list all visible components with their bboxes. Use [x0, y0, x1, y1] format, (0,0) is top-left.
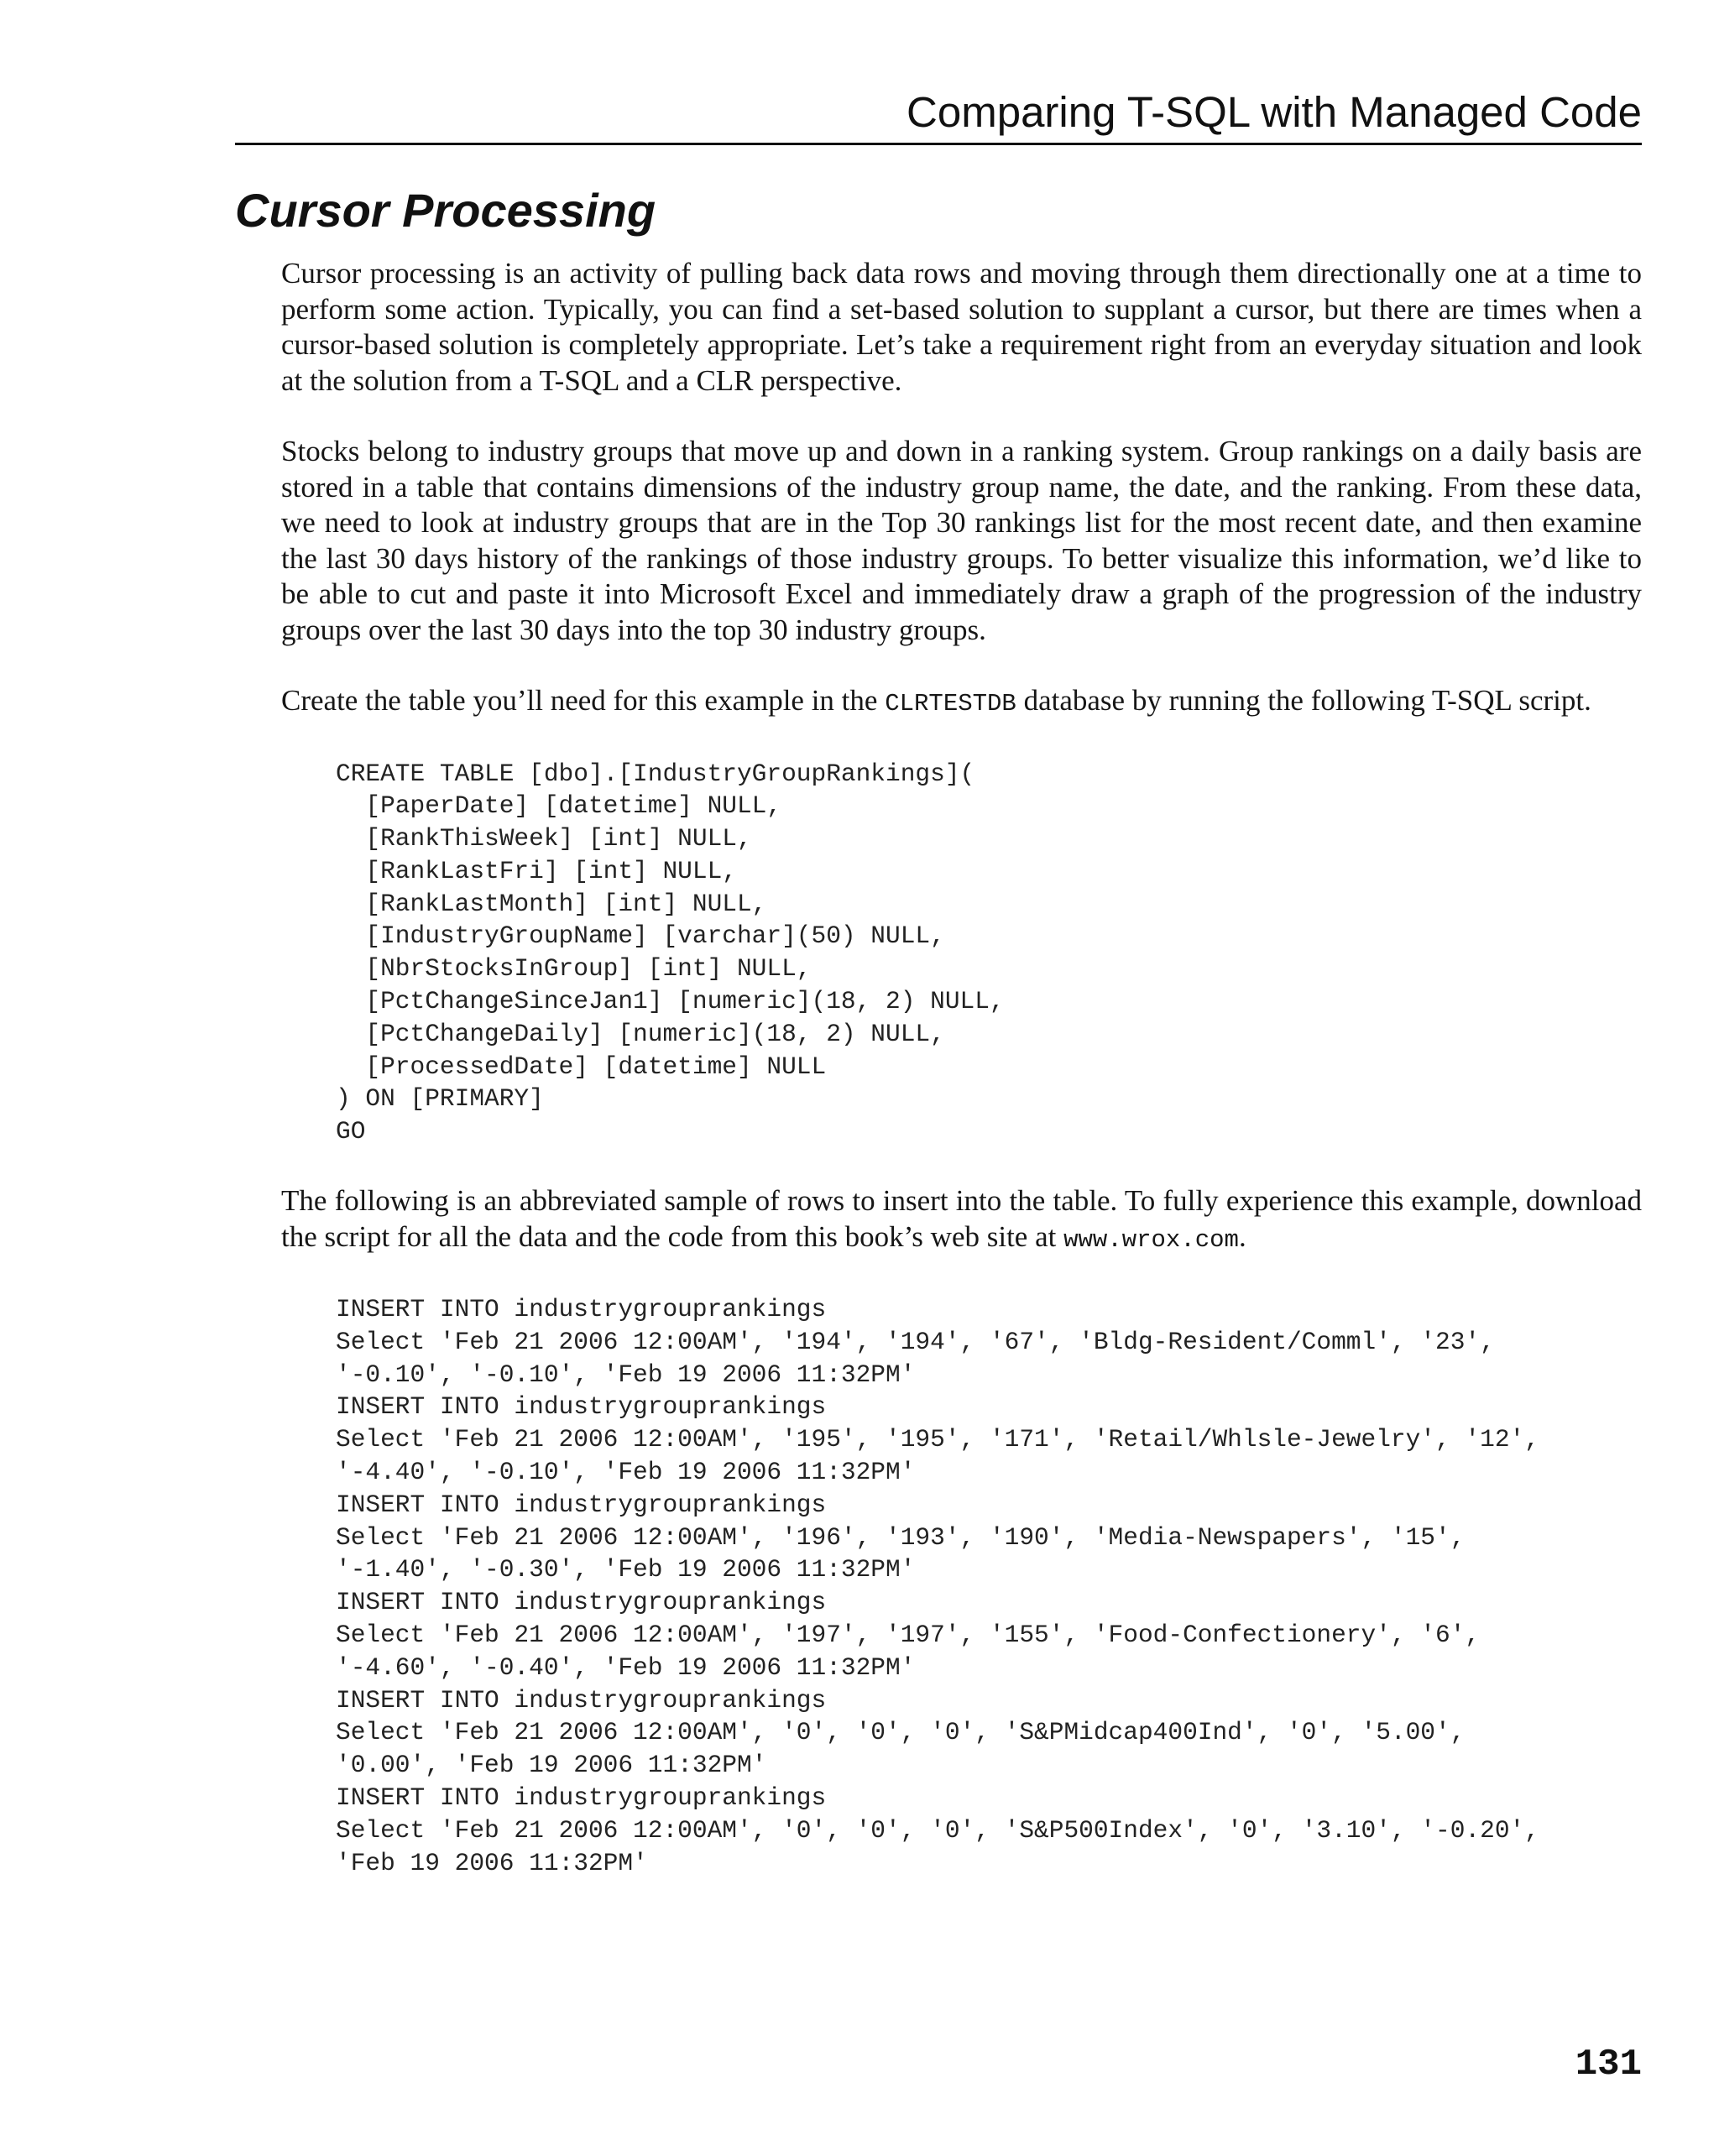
page-body: [281, 256, 1642, 1914]
code-line: CREATE TABLE [dbo].[IndustryGroupRankings](: [336, 759, 975, 788]
code-line: '-4.60', '-0.40', 'Feb 19 2006 11:32PM': [336, 1652, 916, 1682]
code-line: INSERT INTO industrygrouprankings: [336, 1392, 827, 1422]
code-line: INSERT INTO industrygrouprankings: [336, 1783, 827, 1813]
sample-rows-text-before: The following is an abbreviated sample of rows to insert into the table. To fully experience this example, download the script for all the data and the code from this book’s web site at: [281, 1184, 1642, 1253]
code-line: [NbrStocksInGroup] [int] NULL,: [336, 954, 812, 984]
header-rule: [235, 143, 1642, 145]
code-line: [IndustryGroupName] [varchar](50) NULL,: [336, 921, 945, 951]
code-line: [PaperDate] [datetime] NULL,: [336, 791, 782, 821]
database-name-code: CLRTESTDB: [885, 690, 1016, 718]
paragraph-requirements: Stocks belong to industry groups that move up and down in a ranking system. Group rankings on a daily basis are stored in a table that contains dimensions of the industry group name, the date, and the ranking. From these data, we need to look at industry groups that are in the Top 30 rankings list for the most recent date, and then examine the last 30 days history of the rankings of those industry groups. To better visualize this information, we’d like to be able to cut and paste it into Microsoft Excel and immediately draw a graph of the progression of the industry groups over the last 30 days into the top 30 industry groups.: [281, 435, 1642, 646]
code-line: [RankLastFri] [int] NULL,: [336, 856, 737, 885]
page-number: 131: [1575, 2044, 1642, 2086]
paragraph-create-table: [281, 683, 1642, 723]
code-line: '0.00', 'Feb 19 2006 11:32PM': [336, 1751, 767, 1780]
create-table-text-after: database by running the following T-SQL script.: [1016, 684, 1591, 717]
code-line: 'Feb 19 2006 11:32PM': [336, 1848, 648, 1877]
code-line: [ProcessedDate] [datetime] NULL: [336, 1052, 827, 1081]
code-line: [RankLastMonth] [int] NULL,: [336, 889, 767, 918]
code-line: [RankThisWeek] [int] NULL,: [336, 824, 752, 854]
section-title: Cursor Processing: [235, 184, 656, 237]
code-line: GO: [336, 1117, 366, 1146]
paragraph-intro: Cursor processing is an activity of pulling back data rows and moving through them directionally one at a time to perform some action. Typically, you can find a set-based solution to supplant a cursor, but there are times when a cursor-based solution is completely appropriate. Let’s take a requirement right from an everyday situation and look at the solution from a T-SQL and a CLR perspective.: [281, 257, 1642, 397]
code-line: INSERT INTO industrygrouprankings: [336, 1295, 827, 1324]
running-head: Comparing T-SQL with Managed Code: [907, 88, 1642, 136]
paragraph-sample-rows: [281, 1183, 1642, 1258]
code-line: Select 'Feb 21 2006 12:00AM', '194', '194', '67', 'Bldg-Resident/Comml', '23',: [336, 1327, 1495, 1356]
code-line: INSERT INTO industrygrouprankings: [336, 1490, 827, 1519]
code-line: Select 'Feb 21 2006 12:00AM', '0', '0', '0', 'S&P500Index', '0', '3.10', '-0.20',: [336, 1815, 1539, 1845]
create-table-code-block: [336, 758, 1642, 1149]
website-url-code: www.wrox.com: [1063, 1225, 1239, 1254]
code-line: Select 'Feb 21 2006 12:00AM', '195', '195', '171', 'Retail/Whlsle-Jewelry', '12',: [336, 1425, 1539, 1454]
code-line: Select 'Feb 21 2006 12:00AM', '196', '193', '190', 'Media-Newspapers', '15',: [336, 1522, 1466, 1552]
code-line: [PctChangeSinceJan1] [numeric](18, 2) NULL,: [336, 987, 1005, 1016]
code-line: '-4.40', '-0.10', 'Feb 19 2006 11:32PM': [336, 1458, 916, 1487]
code-line: ) ON [PRIMARY]: [336, 1084, 544, 1114]
code-line: '-1.40', '-0.30', 'Feb 19 2006 11:32PM': [336, 1555, 916, 1584]
sample-rows-text-after: .: [1238, 1219, 1246, 1253]
create-table-text-before: Create the table you’ll need for this example in the: [281, 684, 886, 717]
code-line: Select 'Feb 21 2006 12:00AM', '197', '197', '155', 'Food-Confectionery', '6',: [336, 1621, 1481, 1650]
insert-rows-code-block: [336, 1293, 1642, 1879]
code-line: [PctChangeDaily] [numeric](18, 2) NULL,: [336, 1019, 945, 1048]
code-line: INSERT INTO industrygrouprankings: [336, 1685, 827, 1715]
code-line: Select 'Feb 21 2006 12:00AM', '0', '0', '0', 'S&PMidcap400Ind', '0', '5.00',: [336, 1718, 1466, 1747]
code-line: '-0.10', '-0.10', 'Feb 19 2006 11:32PM': [336, 1360, 916, 1389]
code-line: INSERT INTO industrygrouprankings: [336, 1588, 827, 1617]
